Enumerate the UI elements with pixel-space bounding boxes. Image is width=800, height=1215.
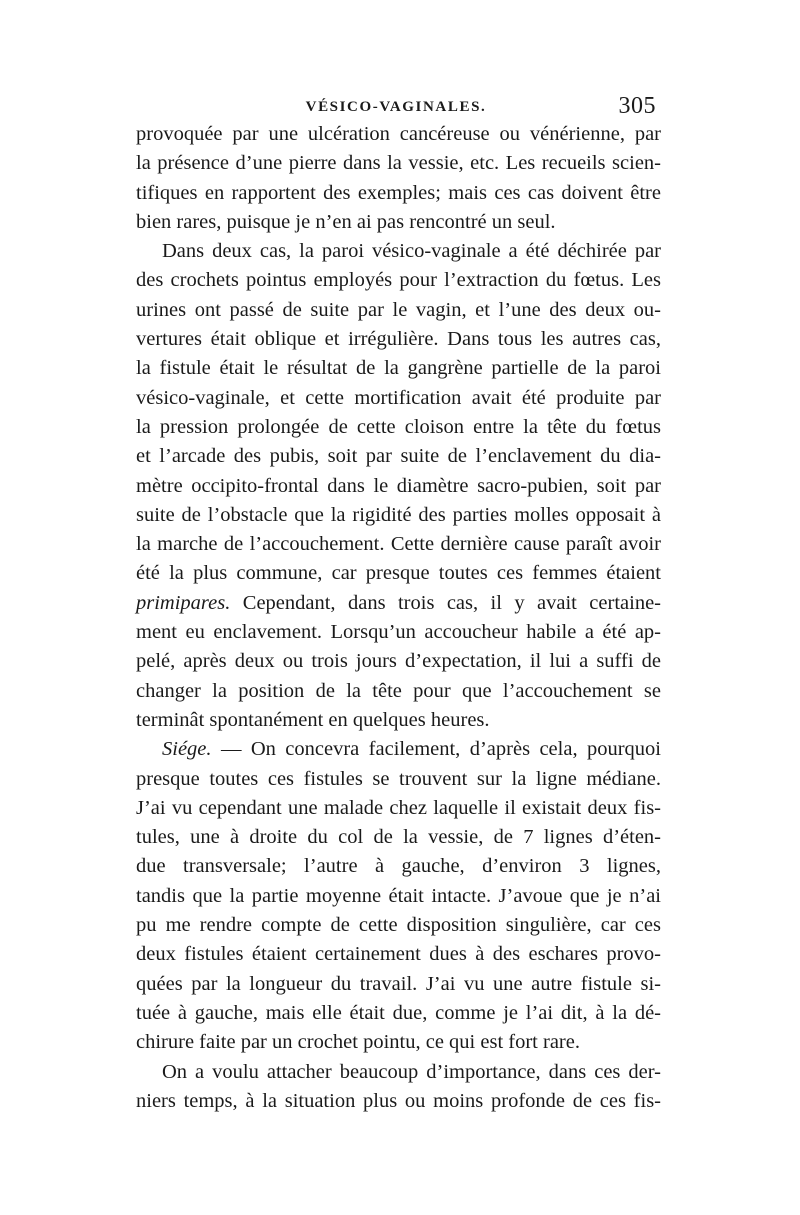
running-head-title: VÉSICO-VAGINALES. bbox=[305, 99, 487, 115]
text-line: tandis que la partie moyenne était intacte. J’avoue que je n’ai bbox=[136, 884, 661, 907]
text-line: tules, une à droite du col de la vessie, de 7 lignes d’éten- bbox=[136, 826, 661, 849]
text-line bbox=[136, 735, 661, 764]
text-line: la présence d’une pierre dans la vessie, etc. Les recueils scien- bbox=[136, 152, 661, 175]
text-line: provoquée par une ulcération cancéreuse ou vénérienne, par bbox=[136, 123, 661, 145]
text-line: la pression prolongée de cette cloison entre la tête du fœtus bbox=[136, 415, 661, 438]
text-line: urines ont passé de suite par le vagin, et l’une des deux ou- bbox=[136, 298, 661, 321]
text-line: tuée à gauche, mais elle était due, comme je l’ai dit, à la dé- bbox=[136, 1001, 661, 1024]
page-number: 305 bbox=[618, 93, 656, 119]
text-line: bien rares, puisque je n’en ai pas rencontré un seul. bbox=[136, 210, 556, 233]
text-line: vésico-vaginale, et cette mortification avait été produite par bbox=[136, 386, 661, 409]
text-line: la fistule était le résultat de la gangrène partielle de la paroi bbox=[136, 357, 661, 380]
text-line: due transversale; l’autre à gauche, d’environ 3 lignes, bbox=[136, 855, 661, 878]
text-line: chirure faite par un crochet pointu, ce qui est fort rare. bbox=[136, 1031, 580, 1054]
body-text bbox=[136, 120, 661, 1116]
text-line: niers temps, à la situation plus ou moins profonde de ces fis- bbox=[136, 1089, 661, 1112]
text-line: été la plus commune, car presque toutes ces femmes étaient bbox=[136, 562, 661, 585]
italic-term-primipares: primipares. bbox=[136, 591, 231, 614]
running-header bbox=[136, 93, 656, 121]
text-line bbox=[136, 589, 661, 618]
text-line: et l’arcade des pubis, soit par suite de l’enclavement du dia- bbox=[136, 445, 661, 468]
text-line: presque toutes ces fistules se trouvent sur la ligne médiane. bbox=[136, 767, 661, 790]
text-line-remainder: Cependant, dans trois cas, il y avait certaine- bbox=[242, 591, 661, 614]
text-line: quées par la longueur du travail. J’ai vu une autre fistule si- bbox=[136, 972, 661, 995]
text-line: suite de l’obstacle que la rigidité des parties molles opposait à bbox=[136, 503, 661, 526]
text-line: tifiques en rapportent des exemples; mais ces cas doivent être bbox=[136, 181, 661, 204]
text-line: deux fistules étaient certainement dues à des eschares provo- bbox=[136, 943, 661, 966]
text-line: On a voulu attacher beaucoup d’importance, dans ces der- bbox=[162, 1060, 661, 1083]
text-line-remainder: — On concevra facilement, d’après cela, pourquoi bbox=[220, 738, 661, 761]
text-line: terminât spontanément en quelques heures. bbox=[136, 708, 490, 731]
text-line: pu me rendre compte de cette disposition singulière, car ces bbox=[136, 914, 661, 937]
text-line: Dans deux cas, la paroi vésico-vaginale a été déchirée par bbox=[162, 240, 661, 263]
text-line: ment eu enclavement. Lorsqu’un accoucheur habile a été ap- bbox=[136, 621, 661, 644]
text-line: la marche de l’accouchement. Cette dernière cause paraît avoir bbox=[136, 533, 661, 556]
text-line: changer la position de la tête pour que l’accouchement se bbox=[136, 679, 661, 702]
text-line: J’ai vu cependant une malade chez laquelle il existait deux fis- bbox=[136, 796, 661, 819]
text-line: des crochets pointus employés pour l’extraction du fœtus. Les bbox=[136, 269, 661, 292]
text-line: pelé, après deux ou trois jours d’expectation, il lui a suffi de bbox=[136, 650, 661, 673]
text-line: mètre occipito-frontal dans le diamètre sacro-pubien, soit par bbox=[136, 474, 661, 497]
text-line: vertures était oblique et irrégulière. Dans tous les autres cas, bbox=[136, 328, 661, 351]
italic-heading-siege: Siége. bbox=[162, 738, 212, 761]
